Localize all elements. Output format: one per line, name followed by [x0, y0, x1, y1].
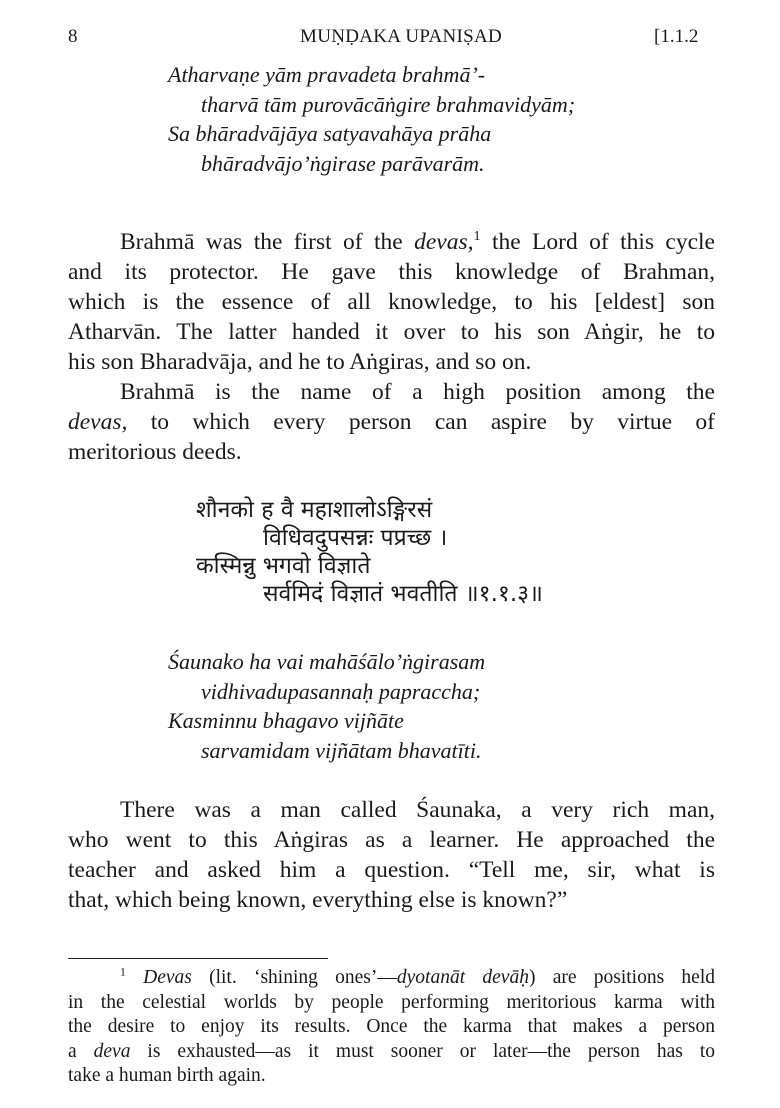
italic-text: deva: [93, 1040, 131, 1062]
text-run: take a human birth again.: [68, 1065, 266, 1086]
transliterated-verse-1: [168, 60, 575, 178]
verse-line: vidhivadupasannaḥ papraccha;: [201, 678, 481, 704]
text-run: who went to this Aṅgiras as a learner. He approached the: [68, 827, 715, 853]
text-line: [68, 287, 715, 317]
text-run: to which every person can aspire by virtue of: [127, 409, 715, 435]
text-line: [68, 347, 715, 377]
text-run: There was a man called Śaunaka, a very rich man,: [120, 797, 715, 823]
section-reference: [1.1.2: [654, 26, 699, 47]
text-line: [68, 825, 715, 855]
text-line: [68, 885, 715, 915]
text-run: the desire to enjoy its results. Once the karma that makes a person: [68, 1016, 715, 1037]
text-run: is exhausted—as it must sooner or later—the person has to: [130, 1040, 716, 1062]
paragraph-3: [68, 795, 715, 915]
text-run: in the celestial worlds by people performing meritorious karma with: [68, 991, 715, 1013]
verse-line: Śaunako ha vai mahāśālo’ṅgirasam: [168, 649, 486, 674]
text-run: ) are positions held: [528, 967, 716, 988]
verse-line: sarvamidam vijñātam bhavatīti.: [201, 737, 482, 763]
text-run: Brahmā was the first of the: [120, 229, 415, 255]
text-line: [68, 437, 715, 467]
text-line: [68, 227, 715, 257]
text-line: [68, 377, 715, 407]
text-line: [68, 1040, 715, 1065]
text-line: [68, 991, 715, 1016]
verse-line: tharvā tām purovācāṅgire brahmavidyām;: [201, 91, 576, 117]
text-line: [68, 966, 715, 991]
text-line: [68, 855, 715, 885]
text-line: [68, 407, 715, 437]
text-line: [68, 257, 715, 287]
text-run: a: [68, 1040, 94, 1062]
devanagari-verse: [196, 496, 543, 608]
text-run: the Lord of this cycle: [480, 229, 715, 255]
text-run: his son Bharadvāja, and he to Aṅgiras, and so on.: [68, 349, 532, 375]
text-line: [68, 1064, 715, 1089]
running-title: MUṆḌAKA UPANIṢAD: [300, 26, 503, 47]
verse-line: bhāradvājo’ṅgirase parāvarām.: [201, 150, 485, 176]
paragraph-1: [68, 227, 715, 377]
text-run: and its protector. He gave this knowledge of Brahman,: [68, 259, 715, 285]
verse-line: शौनको ह वै महाशालोऽङ्गिरसं: [196, 497, 433, 523]
text-run: [126, 967, 143, 988]
text-line: [68, 317, 715, 347]
footnote-rule: [68, 958, 328, 959]
footnote-marker: 1: [120, 965, 126, 979]
text-run: teacher and asked him a question. “Tell me, sir, what is: [68, 857, 715, 883]
italic-text: Devas: [143, 967, 192, 988]
text-run: Brahmā is the name of a high position among the: [120, 379, 715, 405]
italic-text: dyotanāt devāḥ: [396, 967, 529, 988]
text-line: [68, 1015, 715, 1040]
transliterated-verse-2: [168, 647, 485, 765]
text-line: [68, 795, 715, 825]
verse-line: सर्वमिदं विज्ञातं भवतीति ॥१.१.३॥: [263, 581, 543, 607]
text-run: Atharvān. The latter handed it over to his son Aṅgir, he to: [68, 319, 715, 345]
paragraph-2: [68, 377, 715, 467]
verse-line: Kasminnu bhagavo vijñāte: [168, 708, 404, 733]
text-run: which is the essence of all knowledge, to his [eldest] son: [68, 289, 715, 315]
verse-line: Atharvaṇe yām pravadeta brahmā’-: [168, 62, 486, 87]
verse-line: विधिवदुपसन्नः पप्रच्छ ।: [263, 525, 448, 551]
text-run: that, which being known, everything else is known?”: [68, 887, 568, 913]
italic-text: devas,: [414, 229, 474, 255]
footnote: [68, 966, 715, 1089]
page-number: 8: [68, 26, 78, 47]
text-run: (lit. ‘shining ones’—: [191, 967, 397, 988]
italic-text: devas,: [68, 409, 128, 435]
text-run: meritorious deeds.: [68, 439, 242, 465]
verse-line: Sa bhāradvājāya satyavahāya prāha: [168, 121, 492, 146]
verse-line: कस्मिन्नु भगवो विज्ञाते: [196, 553, 371, 579]
footnote-marker: 1: [473, 228, 481, 245]
